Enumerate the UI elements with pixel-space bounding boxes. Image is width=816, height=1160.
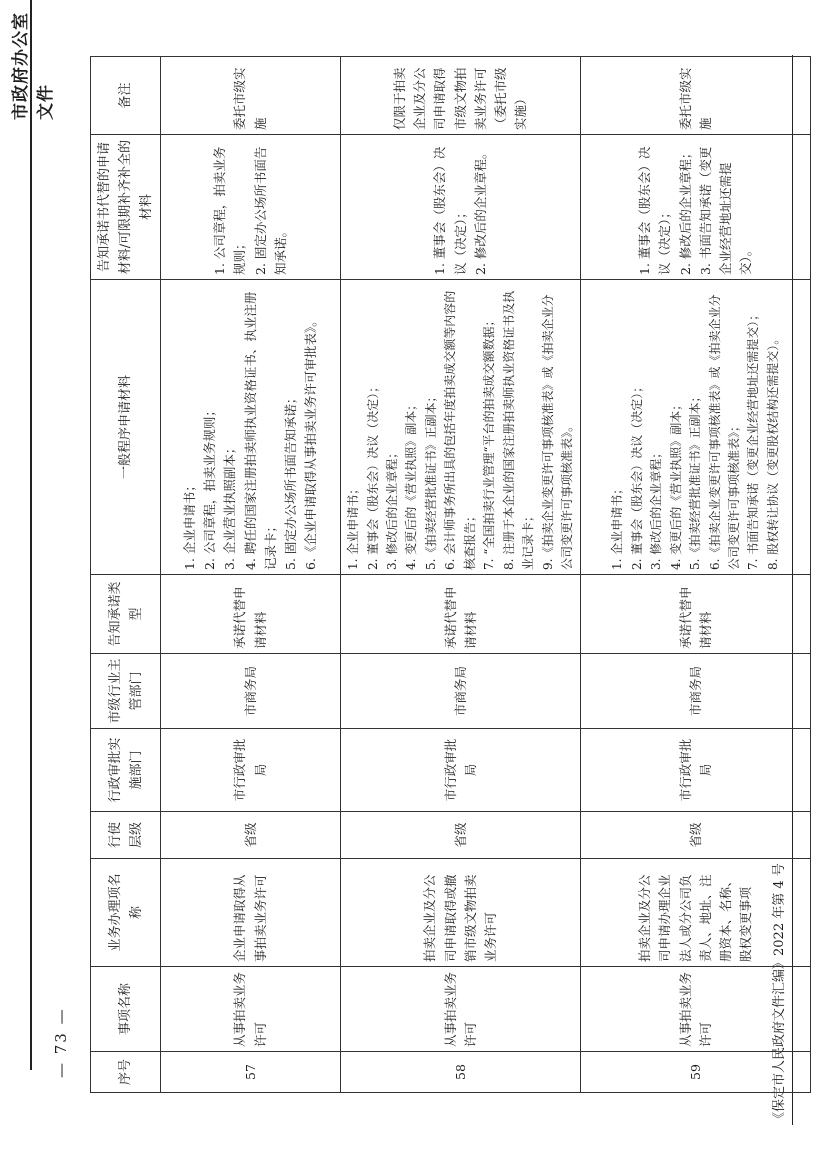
cell-type: 承诺代替申请材料 bbox=[581, 575, 811, 654]
list-item: 5.《拍卖经营批准证书》正副本； bbox=[423, 390, 438, 570]
list-item: 2. 公司章程，拍卖业务规则； bbox=[202, 404, 218, 570]
list-item: 2. 董事会（股东会）决议（决定）； bbox=[365, 380, 380, 570]
list-item: 4. 变更后的《营业执照》副本； bbox=[404, 398, 419, 570]
cell-dept: 市行政审批局 bbox=[341, 729, 581, 812]
list-item: 2. 固定办公场所书面告知承诺。 bbox=[252, 146, 288, 275]
list-item: 3. 书面告知承诺（变更企业经营地址还需提交）。 bbox=[697, 146, 754, 275]
list-item: 5.《拍卖经营批准证书》正副本； bbox=[688, 390, 703, 570]
cell-materials bbox=[581, 280, 811, 575]
col-header: 行政审批实施部门 bbox=[91, 729, 161, 812]
cell-authority: 市商务局 bbox=[581, 654, 811, 729]
list-item: 7. “全国拍卖行业管理“平台的拍卖成交额数据； bbox=[482, 314, 497, 570]
list-item: 1. 企业申请书； bbox=[181, 479, 197, 570]
cell-name: 从事拍卖业务许可 bbox=[581, 967, 811, 1052]
cell-item: 拍卖企业及分公司申请取得或撤销市级文物拍卖业务许可 bbox=[341, 859, 581, 967]
col-header: 一般程序申请材料 bbox=[91, 280, 161, 575]
list-item: 1. 董事会（股东会）决议（决定）； bbox=[432, 146, 468, 275]
cell-item: 拍卖企业及分公司申请办理企业法人或分公司负责人、地址、注册资本、名称、股权变更事项 bbox=[581, 859, 811, 967]
cell-remark: 委托市级实施 bbox=[581, 57, 811, 135]
col-header: 告知承诺书代替的申请材料/可限期补齐补全的材料 bbox=[91, 135, 161, 280]
page-number: — 73 — bbox=[52, 1007, 70, 1078]
col-header: 序号 bbox=[91, 1052, 161, 1093]
cell-item: 企业申请取得从事拍卖业务许可 bbox=[161, 859, 341, 967]
list-item: 1. 董事会（股东会）决议（决定）； bbox=[637, 146, 673, 275]
table-row bbox=[161, 57, 341, 1093]
cell-name: 从事拍卖业务许可 bbox=[161, 967, 341, 1052]
col-header: 业务办理项名 称 bbox=[91, 859, 161, 967]
list-item: 3. 修改后的企业章程； bbox=[385, 446, 400, 570]
list-item: 2. 修改后的企业章程； bbox=[677, 146, 693, 275]
cell-dept: 市行政审批局 bbox=[161, 729, 341, 812]
col-header: 行使层级 bbox=[91, 812, 161, 859]
col-header: 市级行业主管部门 bbox=[91, 654, 161, 729]
cell-remark: 仅限于拍卖企业及分公司申请取得市级文物拍卖业务许可（委托市级实施） bbox=[341, 57, 581, 135]
header-divider bbox=[30, 0, 32, 1070]
table-row bbox=[341, 57, 581, 1093]
col-header: 备注 bbox=[91, 57, 161, 135]
list-item: 9.《拍卖企业变更许可事项核准表》或《拍卖企业分公司变更许可事项核准表》。 bbox=[540, 294, 574, 570]
cell-type: 承诺代替申请材料 bbox=[161, 575, 341, 654]
cell-dept: 市行政审批局 bbox=[581, 729, 811, 812]
list-item: 3. 修改后的企业章程； bbox=[649, 446, 664, 570]
list-item: 2. 董事会（股东会）决议（决定）； bbox=[629, 380, 644, 570]
cell-level: 省级 bbox=[581, 812, 811, 859]
list-item: 5. 固定办公场所书面告知承诺； bbox=[283, 391, 299, 570]
list-item: 6.《企业申请取得从事拍卖业务许可审批表》。 bbox=[303, 314, 319, 570]
list-item: 6. 会计师事务所出具的包括年度拍卖成交额等内容的核查报告； bbox=[443, 290, 477, 570]
publication-header: 《保定市人民政府文件汇编》2022 年第 4 号 bbox=[772, 863, 787, 1125]
list-item: 2. 修改后的企业章程。 bbox=[472, 146, 488, 275]
cell-seq: 57 bbox=[161, 1052, 341, 1093]
list-item: 7. 书面告知承诺（变更企业经营地址还需提交）； bbox=[746, 308, 761, 570]
list-item: 4. 聘任的国家注册拍卖师执业资格证书、执业注册记录卡； bbox=[242, 291, 278, 570]
col-header: 告知承诺类型 bbox=[91, 575, 161, 654]
table-header-row bbox=[91, 57, 161, 1093]
list-item: 4. 变更后的《营业执照》副本； bbox=[668, 398, 683, 570]
cell-level: 省级 bbox=[161, 812, 341, 859]
cell-name: 从事拍卖业务许可 bbox=[341, 967, 581, 1052]
list-item: 6.《拍卖企业变更许可事项核准表》或《拍卖企业分公司变更许可事项核准表》； bbox=[707, 294, 742, 570]
list-item: 1. 企业申请书； bbox=[346, 482, 361, 570]
table-row bbox=[581, 57, 811, 1093]
approval-items-table bbox=[90, 56, 811, 1093]
cell-materials bbox=[161, 280, 341, 575]
cell-level: 省级 bbox=[341, 812, 581, 859]
list-item: 8. 注册于本企业的国家注册拍卖师执业资格证书及执业记录卡； bbox=[501, 290, 536, 570]
cell-replaced bbox=[161, 135, 341, 280]
list-item: 8. 股权转让协议（变更股权结构还需提交）。 bbox=[765, 332, 780, 570]
cell-seq: 59 bbox=[581, 1052, 811, 1093]
cell-authority: 市商务局 bbox=[161, 654, 341, 729]
cell-seq: 58 bbox=[341, 1052, 581, 1093]
cell-type: 承诺代替申请材料 bbox=[341, 575, 581, 654]
cell-replaced bbox=[341, 135, 581, 280]
cell-authority: 市商务局 bbox=[341, 654, 581, 729]
cell-remark: 委托市级实施 bbox=[161, 57, 341, 135]
cell-materials bbox=[341, 280, 581, 575]
col-header: 事项名称 bbox=[91, 967, 161, 1052]
list-item: 3. 企业营业执照副本； bbox=[222, 441, 238, 570]
list-item: 1. 企业申请书； bbox=[610, 482, 625, 570]
cell-replaced bbox=[581, 135, 811, 280]
list-item: 1. 公司章程，拍卖业务规则； bbox=[212, 146, 248, 275]
office-header: 市政府办公室文件 bbox=[11, 12, 56, 120]
